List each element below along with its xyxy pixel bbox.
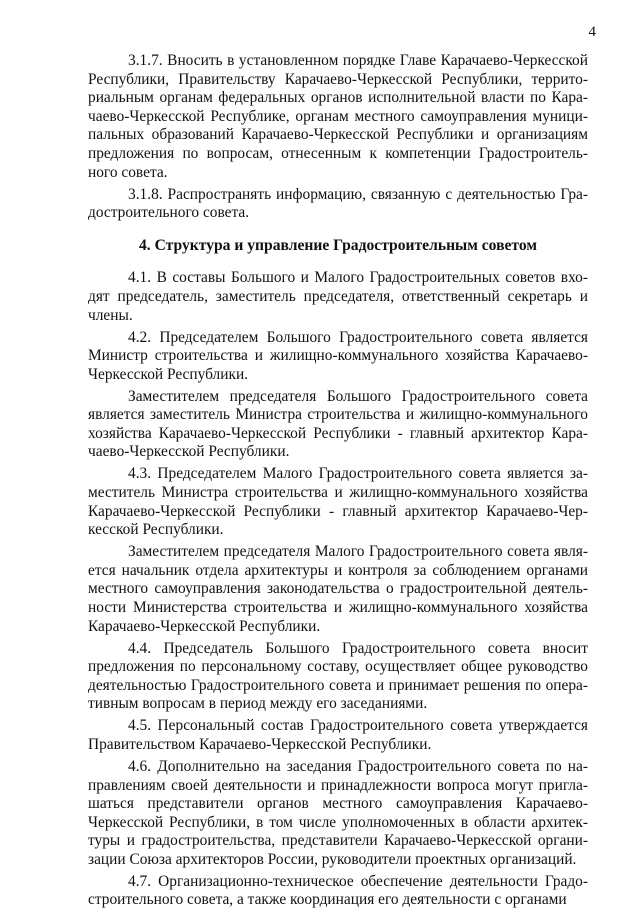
- document-body: [88, 52, 588, 913]
- paragraph-line: шаться представители органов местного самоуправления Карачаево-: [88, 795, 588, 813]
- paragraph-line: тивным вопросам в период между его заседаниями.: [88, 695, 428, 713]
- paragraph-line: является заместитель Министра строительства и жилищно-коммунального: [88, 406, 588, 424]
- paragraph-line: Республики, Правительству Карачаево-Черкесской Республики, террито-: [88, 70, 588, 88]
- paragraph-line: Карачаево-Черкесской Республики - главный архитектор Карачаево-Чер-: [88, 502, 588, 520]
- paragraph-line: 4.1. В составы Большого и Малого Градостроительных советов вхо-: [128, 269, 588, 287]
- paragraph-line: строительного совета, а также координация его деятельности с органами: [88, 891, 567, 909]
- paragraph-line: Заместителем председателя Малого Градостроительного совета явля-: [128, 543, 588, 561]
- section-heading: 4. Структура и управление Градостроительным советом: [139, 236, 537, 254]
- paragraph-line: деятельностью Градостроительного совета и принимает решения по опера-: [88, 676, 588, 694]
- paragraph-line: чаево-Черкесской Республике, органам местного самоуправления муници-: [88, 107, 588, 125]
- paragraph-line: 4.3. Председателем Малого Градостроительного совета является за-: [128, 465, 588, 483]
- paragraph: [88, 186, 588, 223]
- paragraph: [88, 465, 588, 539]
- paragraph: [88, 543, 588, 636]
- paragraph-line: члены.: [88, 306, 133, 324]
- paragraph: [88, 758, 588, 870]
- paragraph: [88, 329, 588, 385]
- paragraph: [88, 269, 588, 325]
- paragraph-line: риальным органам федеральных органов исполнительной власти по Кара-: [88, 89, 588, 107]
- paragraph-line: местного самоуправления законодательства о градостроительной деятель-: [88, 580, 588, 598]
- paragraph: [88, 717, 588, 754]
- paragraph-line: 4.4. Председатель Большого Градостроительного совета вносит: [128, 639, 588, 657]
- paragraph-line: дят председатель, заместитель председателя, ответственный секретарь и: [88, 287, 588, 305]
- paragraph-line: зации Союза архитекторов России, руководители проектных организаций.: [88, 850, 577, 868]
- paragraph-line: чаево-Черкесской Республики.: [88, 443, 290, 461]
- page-number: 4: [588, 24, 596, 40]
- paragraph-line: 4.5. Персональный состав Градостроительного совета утверждается: [128, 717, 588, 735]
- paragraph-line: ется начальник отдела архитектуры и контроля за соблюдением органами: [88, 561, 588, 579]
- paragraph-line: хозяйства Карачаево-Черкесской Республики - главный архитектор Кара-: [88, 424, 588, 442]
- paragraph-line: Правительством Карачаево-Черкесской Республики.: [88, 735, 432, 753]
- paragraph-line: предложения по персональному составу, осуществляет общее руководство: [88, 658, 588, 676]
- paragraph-line: достроительного совета.: [88, 204, 250, 222]
- paragraph-line: правлениям своей деятельности и принадлежности вопроса могут пригла-: [88, 776, 588, 794]
- paragraph-line: 3.1.7. Вносить в установленном порядке Главе Карачаево-Черкесской: [128, 52, 588, 69]
- paragraph: [88, 52, 588, 182]
- paragraph-line: Карачаево-Черкесской Республики.: [88, 617, 321, 635]
- paragraph-line: туры и градостроительства, представители Карачаево-Черкесской органи-: [88, 832, 588, 850]
- paragraph-line: пальных образований Карачаево-Черкесской Республики и организациям: [88, 126, 588, 144]
- paragraph-line: 4.6. Дополнительно на заседания Градостроительного совета по на-: [128, 757, 588, 775]
- paragraph-line: 4.2. Председателем Большого Градостроительного совета является: [128, 328, 588, 346]
- paragraph: [88, 873, 588, 910]
- paragraph-line: ности Министерства строительства и жилищно-коммунального хозяйства: [88, 598, 588, 616]
- paragraph-line: 3.1.8. Распространять информацию, связанную с деятельностью Гра-: [128, 185, 588, 203]
- paragraph-line: Черкесской Республики, в том числе уполномоченных в области архитек-: [88, 813, 588, 831]
- paragraph-line: меститель Министра строительства и жилищно-коммунального хозяйства: [88, 484, 588, 502]
- paragraph-line: Министр строительства и жилищно-коммунального хозяйства Карачаево-: [88, 347, 588, 365]
- paragraph: [88, 388, 588, 462]
- paragraph-line: предложения по вопросам, отнесенным к компетенции Градостроитель-: [88, 144, 588, 162]
- paragraph-line: Заместителем председателя Большого Градостроительного совета: [128, 387, 588, 405]
- paragraph-line: 4.7. Организационно-техническое обеспечение деятельности Градо-: [128, 872, 588, 890]
- paragraph-line: кесской Республики.: [88, 521, 224, 539]
- paragraph-line: Черкесской Республики.: [88, 365, 249, 383]
- paragraph-line: ного совета.: [88, 163, 168, 181]
- paragraph: [88, 640, 588, 714]
